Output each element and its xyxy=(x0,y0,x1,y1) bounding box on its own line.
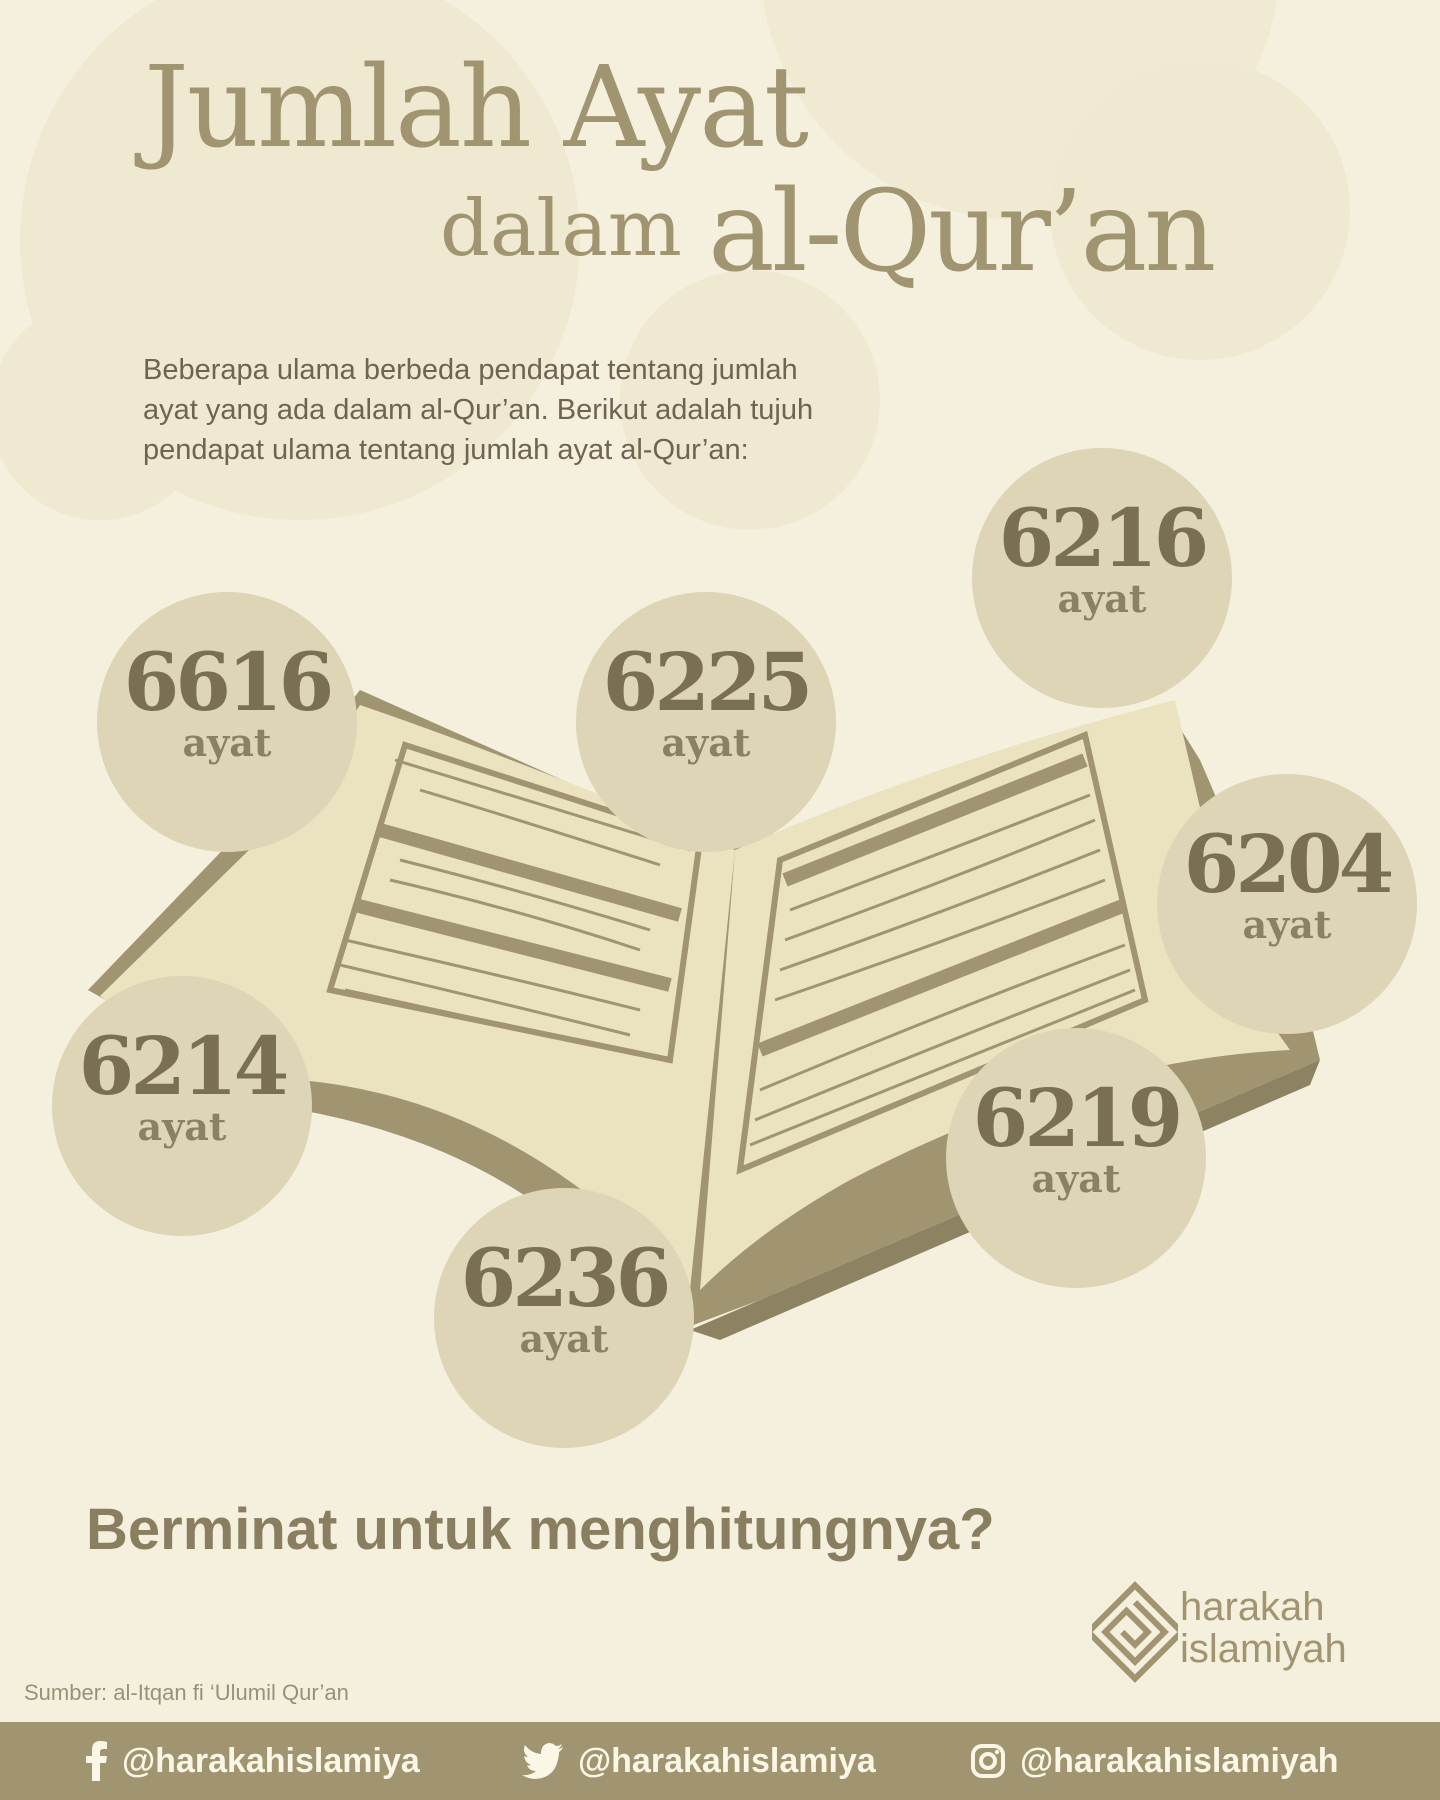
title-line1: Jumlah Ayat xyxy=(144,43,807,173)
ayat-unit: ayat xyxy=(182,720,272,765)
intro-paragraph: Beberapa ulama berbeda pendapat tentang jumlah ayat yang ada dalam al-Qur’an. Berikut adalah tujuh pendapat ulama tentang jumlah ayat al-Qur’an: xyxy=(143,354,814,466)
ayat-count-badge xyxy=(946,1028,1206,1288)
ayat-unit: ayat xyxy=(1057,576,1147,621)
ayat-count-badge xyxy=(52,976,312,1236)
ayat-unit: ayat xyxy=(519,1316,609,1361)
kufic-square-logo-icon xyxy=(1092,1572,1178,1692)
logo-text-islamiyah: islamiyah xyxy=(1180,1627,1347,1671)
facebook-handle: @harakahislamiya xyxy=(122,1741,420,1780)
ayat-count-badge xyxy=(1157,774,1417,1034)
instagram-link[interactable] xyxy=(970,1722,1339,1800)
instagram-icon xyxy=(970,1743,1006,1779)
twitter-handle: @harakahislamiya xyxy=(578,1741,876,1780)
ayat-count-badge xyxy=(97,592,357,852)
harakah-islamiyah-logo xyxy=(1092,1572,1392,1702)
instagram-handle: @harakahislamiyah xyxy=(1020,1741,1339,1780)
ayat-count: 6225 xyxy=(602,635,810,729)
ayat-count: 6204 xyxy=(1183,817,1391,911)
ayat-count-badge xyxy=(576,592,836,852)
title-dalam: dalam xyxy=(440,184,682,274)
social-footer xyxy=(0,1722,1440,1800)
ayat-count: 6236 xyxy=(460,1231,668,1325)
ayat-unit: ayat xyxy=(1242,902,1332,947)
ayat-unit: ayat xyxy=(661,720,751,765)
ayat-count: 6214 xyxy=(78,1019,286,1113)
ayat-count-badge xyxy=(972,448,1232,708)
title-al-quran: al-Qur’an xyxy=(708,167,1214,297)
logo-text-harakah: harakah xyxy=(1180,1585,1325,1629)
ayat-count: 6216 xyxy=(998,491,1206,585)
source-citation: Sumber: al-Itqan fi ‘Ulumil Qur’an xyxy=(24,1680,349,1705)
ayat-count: 6616 xyxy=(123,635,331,729)
ayat-unit: ayat xyxy=(137,1104,227,1149)
twitter-link[interactable] xyxy=(522,1722,876,1800)
facebook-link[interactable] xyxy=(84,1722,420,1800)
facebook-icon xyxy=(84,1741,108,1781)
ayat-count-badge xyxy=(434,1188,694,1448)
closing-question: Berminat untuk menghitungnya? xyxy=(86,1497,995,1562)
ayat-count: 6219 xyxy=(972,1071,1180,1165)
ayat-unit: ayat xyxy=(1031,1156,1121,1201)
twitter-icon xyxy=(522,1743,564,1779)
